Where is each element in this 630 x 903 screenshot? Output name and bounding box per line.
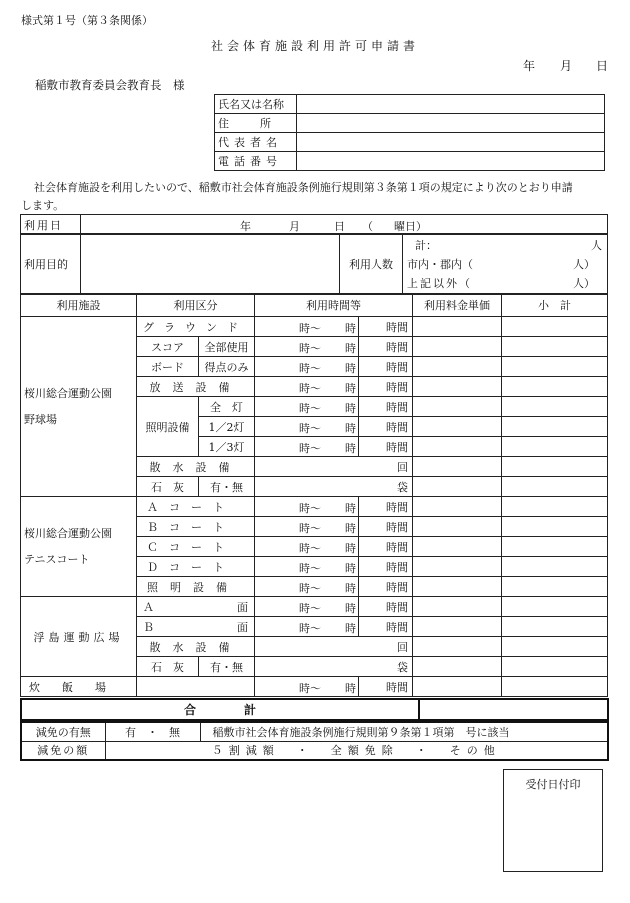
header-time: 利用時間等 <box>255 294 413 317</box>
fee-cell[interactable] <box>413 397 502 417</box>
time-at-label: 時 <box>345 442 356 455</box>
facility-tennis-line1: 桜川総合運動公園 <box>24 526 112 540</box>
time-at-label: 時 <box>345 322 356 335</box>
fee-cell[interactable] <box>413 497 502 517</box>
time-at-label: 時 <box>345 562 356 575</box>
row-court-b: Ｂ コ ー ト <box>137 517 255 537</box>
time-from[interactable] <box>255 617 359 637</box>
time-from-label: 時～ <box>299 582 321 595</box>
time-hours[interactable]: 時間 <box>359 497 413 517</box>
people-field[interactable] <box>403 234 608 295</box>
bags-unit[interactable]: 袋 <box>255 477 413 497</box>
fee-cell[interactable] <box>413 477 502 497</box>
time-at-label: 時 <box>345 602 356 615</box>
fee-cell[interactable] <box>413 517 502 537</box>
time-from-label: 時～ <box>299 562 321 575</box>
subtotal-cell[interactable] <box>502 337 608 357</box>
row-field-a <box>137 597 255 617</box>
fee-cell[interactable] <box>413 337 502 357</box>
use-date-table <box>20 214 608 235</box>
subtotal-cell[interactable] <box>502 597 608 617</box>
subtotal-cell[interactable] <box>502 637 608 657</box>
subtotal-cell[interactable] <box>502 437 608 457</box>
row-ground: グラウンド <box>137 317 255 337</box>
use-date-day: 日 <box>334 220 345 233</box>
facility-ukishima: 浮島運動広場 <box>21 597 137 677</box>
use-date-year: 年 <box>240 220 251 233</box>
subtotal-cell[interactable] <box>502 317 608 337</box>
people-other-unit: 人） <box>573 277 595 290</box>
header-fee: 利用料金単価 <box>413 294 502 317</box>
row-sprinkle: 散水設備 <box>137 457 255 477</box>
representative-field[interactable] <box>297 133 605 152</box>
fee-cell[interactable] <box>413 577 502 597</box>
time-hours[interactable]: 時間 <box>359 397 413 417</box>
row-tennis-lighting: 照明設備 <box>137 577 255 597</box>
time-from-label: 時～ <box>299 442 321 455</box>
subtotal-cell[interactable] <box>502 557 608 577</box>
row-score-top: スコア <box>137 337 199 357</box>
row-points-only: 得点のみ <box>199 357 255 377</box>
form-number: 様式第１号（第３条関係） <box>21 14 153 27</box>
cooking-category <box>137 677 255 697</box>
time-hours[interactable]: 時間 <box>359 517 413 537</box>
time-from[interactable] <box>255 377 359 397</box>
time-from-label: 時～ <box>299 342 321 355</box>
header-category: 利用区分 <box>137 294 255 317</box>
exemption-rule: 稲敷市社会体育施設条例施行規則第９条第１項第 号に該当 <box>200 722 608 741</box>
fee-cell[interactable] <box>413 437 502 457</box>
time-from[interactable] <box>255 577 359 597</box>
subtotal-cell[interactable] <box>502 417 608 437</box>
row-field-b <box>137 617 255 637</box>
exemption-amount-label: 減免の額 <box>21 741 105 760</box>
time-from-label: 時～ <box>299 322 321 335</box>
fee-cell[interactable] <box>413 597 502 617</box>
time-hours[interactable]: 時間 <box>359 437 413 457</box>
time-from[interactable] <box>255 597 359 617</box>
subtotal-cell[interactable] <box>502 397 608 417</box>
exemption-options[interactable]: 有 ・ 無 <box>105 722 200 741</box>
time-at-label: 時 <box>345 582 356 595</box>
subtotal-cell[interactable] <box>502 377 608 397</box>
date-month: 月 <box>560 59 573 73</box>
times-unit[interactable]: 回 <box>255 457 413 477</box>
addressee: 稲敷市教育委員会教育長 様 <box>35 78 185 92</box>
time-from-label: 時～ <box>299 542 321 555</box>
people-label: 利用人数 <box>340 234 403 295</box>
exemption-amount-options[interactable]: ５割減額 ・ 全額免除 ・ その他 <box>105 741 608 760</box>
time-from-label: 時～ <box>299 362 321 375</box>
time-from[interactable] <box>255 397 359 417</box>
time-at-label: 時 <box>345 422 356 435</box>
total-amount-field[interactable] <box>419 699 608 720</box>
time-at-label: 時 <box>345 382 356 395</box>
use-date-field[interactable] <box>81 215 608 235</box>
fee-cell[interactable] <box>413 417 502 437</box>
purpose-field[interactable] <box>81 234 340 295</box>
representative-label: 代表者名 <box>215 133 297 152</box>
subtotal-cell[interactable] <box>502 617 608 637</box>
time-from-label: 時～ <box>299 382 321 395</box>
subtotal-cell[interactable] <box>502 497 608 517</box>
time-from-label: 時～ <box>299 402 321 415</box>
subtotal-cell[interactable] <box>502 537 608 557</box>
time-at-label: 時 <box>345 542 356 555</box>
time-hours[interactable]: 時間 <box>359 557 413 577</box>
facility-baseball-line2: 野球場 <box>24 412 57 426</box>
time-hours[interactable]: 時間 <box>359 597 413 617</box>
use-date-weekday: 曜日） <box>394 220 427 233</box>
time-from[interactable] <box>255 437 359 457</box>
time-from-label: 時～ <box>299 682 321 695</box>
time-at-label: 時 <box>345 342 356 355</box>
header-subtotal: 小 計 <box>502 294 608 317</box>
time-from[interactable] <box>255 337 359 357</box>
row-ukishima-lime-option[interactable]: 有・無 <box>199 657 255 677</box>
intro-line-1: 社会体育施設を利用したいので、稲敷市社会体育施設条例施行規則第３条第１項の規定により次のとおり申請 <box>34 181 573 194</box>
time-at-label: 時 <box>345 402 356 415</box>
row-ukishima-lime: 石 灰 <box>137 657 199 677</box>
row-court-a: Ａ コ ー ト <box>137 497 255 517</box>
row-lighting: 照明設備 <box>137 397 199 457</box>
time-from-label: 時～ <box>299 502 321 515</box>
facility-tennis <box>21 497 137 597</box>
address-field[interactable] <box>297 114 605 133</box>
use-date-month: 月 <box>289 220 300 233</box>
time-from-label: 時～ <box>299 422 321 435</box>
fee-cell[interactable] <box>413 357 502 377</box>
exemption-label: 減免の有無 <box>21 722 105 741</box>
use-date-label: 利用日 <box>21 215 81 235</box>
subtotal-cell[interactable] <box>502 517 608 537</box>
subtotal-cell[interactable] <box>502 357 608 377</box>
subtotal-cell[interactable] <box>502 477 608 497</box>
field-a-unit: 面 <box>237 600 248 614</box>
row-court-d: Ｄ コ ー ト <box>137 557 255 577</box>
fee-cell[interactable] <box>413 637 502 657</box>
people-city-unit: 人） <box>573 258 595 271</box>
fee-cell[interactable] <box>413 377 502 397</box>
time-hours[interactable]: 時間 <box>359 577 413 597</box>
time-from[interactable] <box>255 357 359 377</box>
time-from-label: 時～ <box>299 602 321 615</box>
time-from[interactable] <box>255 497 359 517</box>
people-total-unit: 人 <box>591 239 602 252</box>
row-score-bottom: ボード <box>137 357 199 377</box>
fee-cell[interactable] <box>413 617 502 637</box>
phone-label: 電話番号 <box>215 152 297 171</box>
fee-cell[interactable] <box>413 557 502 577</box>
facility-baseball-line1: 桜川総合運動公園 <box>24 386 112 400</box>
time-hours[interactable]: 時間 <box>359 377 413 397</box>
time-from[interactable] <box>255 537 359 557</box>
time-hours[interactable]: 時間 <box>359 317 413 337</box>
time-hours[interactable]: 時間 <box>359 617 413 637</box>
time-hours[interactable]: 時間 <box>359 357 413 377</box>
time-from-label: 時～ <box>299 522 321 535</box>
name-label: 氏名又は名称 <box>215 95 297 114</box>
reception-stamp-box <box>503 769 603 872</box>
facility-cooking: 炊飯場 <box>21 677 137 697</box>
time-hours[interactable]: 時間 <box>359 677 413 697</box>
time-hours[interactable]: 時間 <box>359 337 413 357</box>
field-b-unit: 面 <box>237 620 248 634</box>
field-a-label: Ａ <box>143 600 154 614</box>
time-from[interactable] <box>255 517 359 537</box>
subtotal-cell[interactable] <box>502 577 608 597</box>
time-at-label: 時 <box>345 682 356 695</box>
row-court-c: Ｃ コ ー ト <box>137 537 255 557</box>
fee-cell[interactable] <box>413 537 502 557</box>
bags-unit[interactable]: 袋 <box>255 657 413 677</box>
fee-cell[interactable] <box>413 317 502 337</box>
subtotal-cell[interactable] <box>502 457 608 477</box>
time-from[interactable] <box>255 417 359 437</box>
time-hours[interactable]: 時間 <box>359 537 413 557</box>
time-hours[interactable]: 時間 <box>359 417 413 437</box>
time-from[interactable] <box>255 557 359 577</box>
applicant-table <box>214 94 605 171</box>
row-third-light: 1／3灯 <box>199 437 255 457</box>
time-at-label: 時 <box>345 522 356 535</box>
people-total-label: 計： <box>415 239 437 252</box>
time-at-label: 時 <box>345 362 356 375</box>
row-half-light: 1／2灯 <box>199 417 255 437</box>
time-at-label: 時 <box>345 622 356 635</box>
row-lime-option[interactable]: 有・無 <box>199 477 255 497</box>
fee-cell[interactable] <box>413 657 502 677</box>
header-facility: 利用施設 <box>21 294 137 317</box>
people-city-label: 市内・郡内（ <box>407 258 473 271</box>
date-day: 日 <box>596 59 609 73</box>
exemption-table <box>20 721 609 761</box>
purpose-label: 利用目的 <box>21 234 81 295</box>
phone-field[interactable] <box>297 152 605 171</box>
time-from[interactable] <box>255 677 359 697</box>
row-full-light: 全 灯 <box>199 397 255 417</box>
purpose-table <box>20 233 608 295</box>
row-full-use: 全部使用 <box>199 337 255 357</box>
time-at-label: 時 <box>345 502 356 515</box>
facility-tennis-line2: テニスコート <box>24 552 90 566</box>
row-lime: 石 灰 <box>137 477 199 497</box>
field-b-label: Ｂ <box>143 620 154 634</box>
page-title: 社会体育施設利用許可申請書 <box>210 39 419 53</box>
facility-baseball <box>21 317 137 497</box>
total-label: 合 計 <box>21 699 419 720</box>
times-unit[interactable]: 回 <box>255 637 413 657</box>
row-ukishima-sprinkle: 散水設備 <box>137 637 255 657</box>
people-other-label: 上記以外（ <box>407 277 472 290</box>
subtotal-cell[interactable] <box>502 657 608 677</box>
name-field[interactable] <box>297 95 605 114</box>
time-from-label: 時～ <box>299 622 321 635</box>
facility-table <box>20 293 608 697</box>
fee-cell[interactable] <box>413 677 502 697</box>
subtotal-cell[interactable] <box>502 677 608 697</box>
fee-cell[interactable] <box>413 457 502 477</box>
address-label: 住 所 <box>215 114 297 133</box>
date-year: 年 <box>523 59 536 73</box>
use-date-weekday-open: （ <box>362 220 373 233</box>
total-table <box>20 698 609 721</box>
row-broadcast: 放送設備 <box>137 377 255 397</box>
stamp-label: 受付日付印 <box>525 778 581 791</box>
time-from[interactable] <box>255 317 359 337</box>
intro-line-2: します。 <box>21 199 65 212</box>
